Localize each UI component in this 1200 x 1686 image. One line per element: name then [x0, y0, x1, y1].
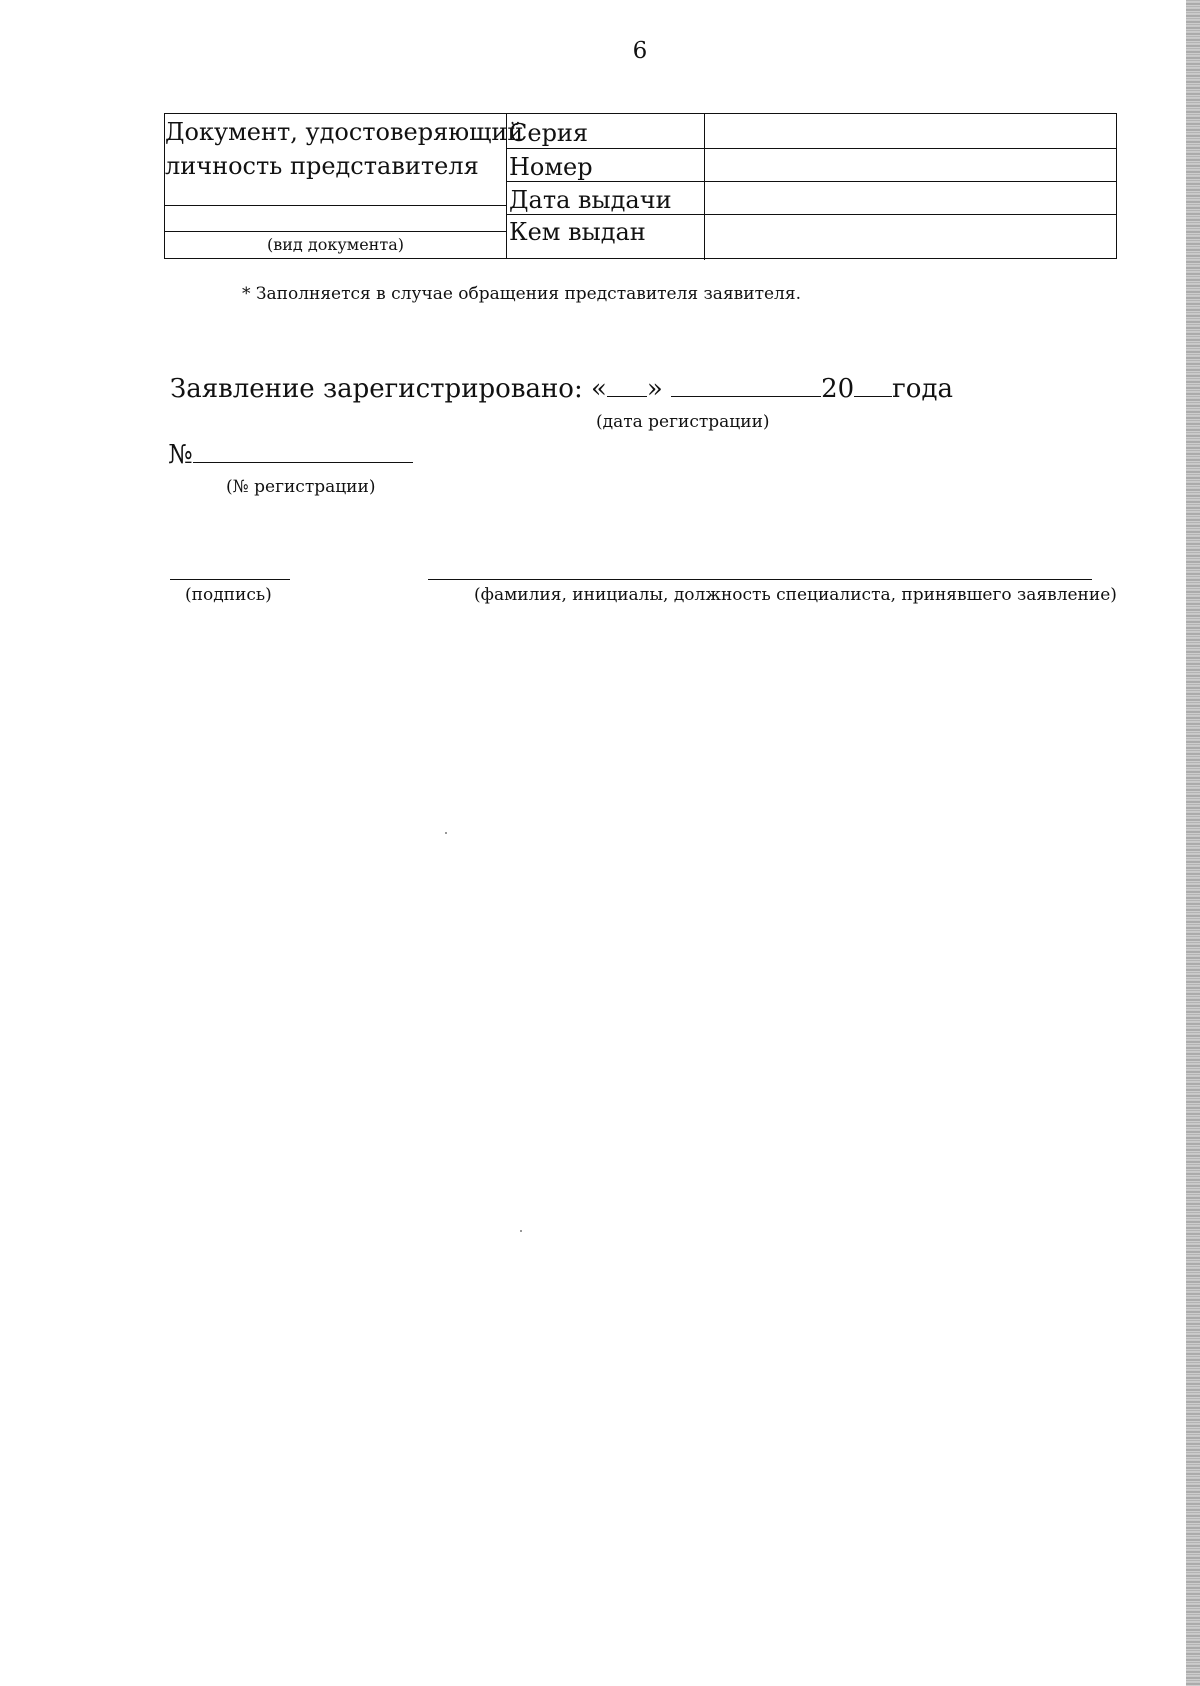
field-row-issued-by: [507, 215, 1116, 260]
field-label-series: Серия: [507, 114, 705, 148]
field-label-issued-by: Кем выдан: [507, 215, 705, 260]
field-value-issued-by[interactable]: [705, 215, 1116, 260]
scan-edge: [1186, 0, 1200, 1686]
registration-date-caption: (дата регистрации): [596, 412, 770, 432]
number-sign: №: [168, 440, 193, 470]
year-blank[interactable]: [854, 372, 892, 397]
document-title-line-2: личность представителя: [165, 152, 479, 180]
specialist-name-blank[interactable]: [428, 579, 1092, 580]
signature-caption: (подпись): [185, 585, 272, 605]
day-blank[interactable]: [607, 372, 647, 397]
registration-number-caption: (№ регистрации): [226, 477, 376, 497]
field-row-issue-date: [507, 182, 1116, 215]
document-title-line-1: Документ, удостоверяющий: [165, 118, 524, 146]
representative-document-table: [164, 113, 1117, 259]
field-value-series[interactable]: [705, 114, 1116, 148]
century-text: 20: [821, 374, 855, 404]
signature-blank[interactable]: [170, 579, 290, 580]
registration-number-blank[interactable]: [193, 438, 413, 463]
field-value-number[interactable]: [705, 149, 1116, 181]
month-blank[interactable]: [671, 372, 821, 397]
registration-date-line: [170, 372, 953, 406]
field-value-issue-date[interactable]: [705, 182, 1116, 214]
field-row-number: [507, 149, 1116, 182]
document-kind-blank-1[interactable]: [165, 205, 506, 206]
document-type-cell: [165, 114, 524, 258]
field-label-issue-date: Дата выдачи: [507, 182, 705, 214]
scan-speck: [520, 1230, 522, 1232]
quote-close: »: [646, 374, 663, 404]
registration-prefix: Заявление зарегистрировано: «: [170, 374, 607, 404]
footnote: * Заполняется в случае обращения представителя заявителя.: [242, 284, 801, 304]
field-row-series: [507, 114, 1116, 149]
field-label-number: Номер: [507, 149, 705, 181]
document-kind-blank-2[interactable]: [165, 231, 506, 232]
scan-speck: [445, 832, 447, 834]
registration-number-line: [168, 438, 413, 472]
page-number: 6: [632, 38, 648, 64]
document-kind-caption: (вид документа): [267, 235, 404, 254]
document-fields: [507, 114, 1116, 258]
year-word: года: [892, 374, 953, 404]
specialist-name-caption: (фамилия, инициалы, должность специалиста, принявшего заявление): [474, 585, 1117, 605]
